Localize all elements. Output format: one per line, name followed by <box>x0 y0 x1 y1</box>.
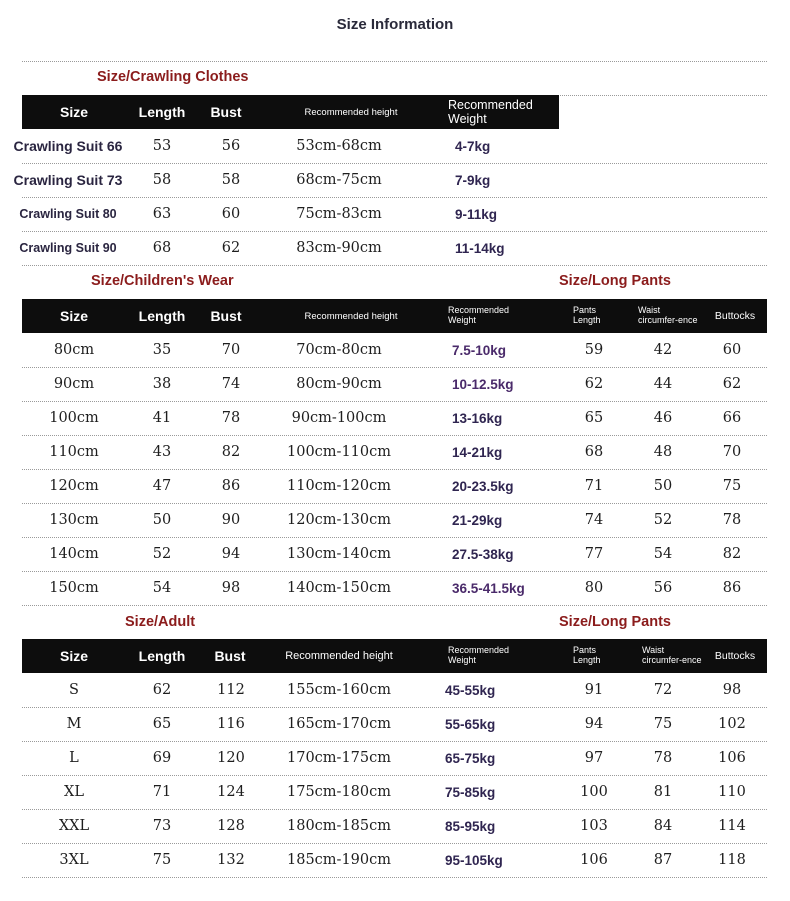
buttocks-cell: 102 <box>718 716 746 732</box>
length-cell: 43 <box>152 444 172 460</box>
bust-cell: 70 <box>221 342 241 358</box>
pants-length-cell: 62 <box>584 376 604 392</box>
size-cell: 130cm <box>49 512 99 528</box>
pants-length-cell: 59 <box>584 342 604 358</box>
size-cell: 110cm <box>49 444 99 460</box>
pants-length-cell: 74 <box>584 512 604 528</box>
waist-cell: 48 <box>653 444 673 460</box>
size-cell: L <box>69 750 79 766</box>
waist-cell: 46 <box>653 410 673 426</box>
height-cell: 75cm-83cm <box>296 206 382 222</box>
weight-cell: 75-85kg <box>445 784 496 800</box>
table-row <box>0 843 790 877</box>
header-bust: Bust <box>210 104 242 120</box>
buttocks-cell: 110 <box>718 784 746 800</box>
size-cell: Crawling Suit 80 <box>19 207 117 221</box>
height-cell: 110cm-120cm <box>287 478 391 494</box>
buttocks-cell: 82 <box>722 546 742 562</box>
length-cell: 50 <box>152 512 172 528</box>
buttocks-cell: 66 <box>722 410 742 426</box>
size-cell: 120cm <box>49 478 99 494</box>
table-row <box>0 741 790 775</box>
length-cell: 35 <box>152 342 172 358</box>
height-cell: 83cm-90cm <box>296 240 382 256</box>
bust-cell: 60 <box>221 206 241 222</box>
length-cell: 41 <box>152 410 172 426</box>
height-cell: 165cm-170cm <box>287 716 391 732</box>
waist-cell: 81 <box>653 784 673 800</box>
header-recommended-weight: Recommended Weight <box>448 645 510 665</box>
pants-length-cell: 100 <box>580 784 608 800</box>
table-row <box>0 469 790 503</box>
size-cell: XXL <box>58 818 90 834</box>
weight-cell: 95-105kg <box>445 852 503 868</box>
length-cell: 58 <box>152 172 172 188</box>
buttocks-cell: 86 <box>722 580 742 596</box>
header-pants-length: Pants Length <box>573 305 601 325</box>
row-divider <box>22 877 767 878</box>
page-title: Size Information <box>336 16 454 33</box>
length-cell: 65 <box>152 716 172 732</box>
weight-cell: 21-29kg <box>452 512 503 528</box>
height-cell: 90cm-100cm <box>291 410 387 426</box>
size-cell: 150cm <box>49 580 99 596</box>
weight-cell: 45-55kg <box>445 682 496 698</box>
pants-length-cell: 68 <box>584 444 604 460</box>
weight-cell: 7-9kg <box>455 172 491 188</box>
table-row <box>0 435 790 469</box>
table-row <box>0 809 790 843</box>
length-cell: 69 <box>152 750 172 766</box>
bust-cell: 128 <box>217 818 245 834</box>
bust-cell: 78 <box>221 410 241 426</box>
weight-cell: 11-14kg <box>455 240 505 256</box>
pants-length-cell: 94 <box>584 716 604 732</box>
length-cell: 53 <box>152 138 172 154</box>
bust-cell: 124 <box>217 784 245 800</box>
buttocks-cell: 106 <box>718 750 746 766</box>
pants-length-cell: 97 <box>584 750 604 766</box>
adult-pants-title: Size/Long Pants <box>559 614 671 630</box>
height-cell: 53cm-68cm <box>296 138 382 154</box>
waist-cell: 54 <box>653 546 673 562</box>
length-cell: 73 <box>152 818 172 834</box>
size-cell: XL <box>64 784 84 800</box>
table-row <box>0 333 790 367</box>
bust-cell: 132 <box>217 852 245 868</box>
pants-length-cell: 106 <box>580 852 608 868</box>
weight-cell: 7.5-10kg <box>452 342 507 358</box>
height-cell: 170cm-175cm <box>287 750 391 766</box>
waist-cell: 72 <box>653 682 673 698</box>
length-cell: 52 <box>152 546 172 562</box>
bust-cell: 86 <box>221 478 241 494</box>
header-length: Length <box>138 104 186 120</box>
waist-cell: 56 <box>653 580 673 596</box>
buttocks-cell: 118 <box>718 852 746 868</box>
header-waist: Waist circumfer-ence <box>638 305 698 325</box>
children-pants-title: Size/Long Pants <box>559 273 671 289</box>
weight-cell: 13-16kg <box>452 410 503 426</box>
pants-length-cell: 80 <box>584 580 604 596</box>
header-buttocks: Buttocks <box>714 650 756 662</box>
header-size: Size <box>59 104 88 120</box>
bust-cell: 74 <box>221 376 241 392</box>
bust-cell: 94 <box>221 546 241 562</box>
waist-cell: 84 <box>653 818 673 834</box>
length-cell: 38 <box>152 376 172 392</box>
table-row <box>0 163 790 197</box>
header-waist: Waist circumfer-ence <box>642 645 702 665</box>
waist-cell: 78 <box>653 750 673 766</box>
weight-cell: 36.5-41.5kg <box>452 580 525 596</box>
bust-cell: 98 <box>221 580 241 596</box>
waist-cell: 50 <box>653 478 673 494</box>
buttocks-cell: 60 <box>722 342 742 358</box>
table-row <box>0 537 790 571</box>
height-cell: 185cm-190cm <box>287 852 391 868</box>
bust-cell: 116 <box>217 716 245 732</box>
row-divider <box>22 605 767 606</box>
size-cell: Crawling Suit 73 <box>13 172 123 188</box>
size-cell: 90cm <box>53 376 95 392</box>
waist-cell: 87 <box>653 852 673 868</box>
adult-table-header <box>22 639 767 673</box>
header-recommended-weight: Recommended Weight <box>448 97 533 126</box>
height-cell: 180cm-185cm <box>287 818 391 834</box>
adult-section-title: Size/Adult <box>125 614 196 630</box>
length-cell: 47 <box>152 478 172 494</box>
buttocks-cell: 70 <box>722 444 742 460</box>
bust-cell: 120 <box>217 750 245 766</box>
weight-cell: 27.5-38kg <box>452 546 514 562</box>
weight-cell: 55-65kg <box>445 716 496 732</box>
waist-cell: 42 <box>653 342 673 358</box>
size-cell: 100cm <box>49 410 99 426</box>
crawling-section-title: Size/Crawling Clothes <box>97 69 249 85</box>
height-cell: 100cm-110cm <box>287 444 391 460</box>
pants-length-cell: 65 <box>584 410 604 426</box>
buttocks-cell: 75 <box>722 478 742 494</box>
bust-cell: 58 <box>221 172 241 188</box>
table-row <box>0 503 790 537</box>
bust-cell: 82 <box>221 444 241 460</box>
pants-length-cell: 77 <box>584 546 604 562</box>
header-length: Length <box>138 308 186 324</box>
height-cell: 175cm-180cm <box>287 784 391 800</box>
header-recommended-height: Recommended height <box>304 310 398 322</box>
height-cell: 68cm-75cm <box>296 172 382 188</box>
waist-cell: 75 <box>653 716 673 732</box>
length-cell: 75 <box>152 852 172 868</box>
size-cell: S <box>69 682 79 698</box>
waist-cell: 52 <box>653 512 673 528</box>
size-cell: 80cm <box>53 342 95 358</box>
height-cell: 130cm-140cm <box>287 546 391 562</box>
header-pants-length: Pants Length <box>573 645 601 665</box>
bust-cell: 112 <box>217 682 245 698</box>
header-recommended-weight: Recommended Weight <box>448 305 510 325</box>
header-length: Length <box>138 648 186 664</box>
header-recommended-height: Recommended height <box>304 106 398 118</box>
length-cell: 68 <box>152 240 172 256</box>
table-row <box>0 673 790 707</box>
size-cell: Crawling Suit 66 <box>13 138 123 154</box>
length-cell: 62 <box>152 682 172 698</box>
children-table-header <box>22 299 767 333</box>
weight-cell: 65-75kg <box>445 750 496 766</box>
height-cell: 80cm-90cm <box>296 376 382 392</box>
table-row <box>0 367 790 401</box>
table-row <box>0 707 790 741</box>
table-row <box>0 197 790 231</box>
buttocks-cell: 62 <box>722 376 742 392</box>
header-bust: Bust <box>214 648 246 664</box>
table-row <box>0 401 790 435</box>
size-cell: M <box>66 716 82 732</box>
length-cell: 63 <box>152 206 172 222</box>
size-cell: Crawling Suit 90 <box>19 241 117 255</box>
size-cell: 140cm <box>49 546 99 562</box>
buttocks-cell: 98 <box>722 682 742 698</box>
table-row <box>0 775 790 809</box>
header-bust: Bust <box>210 308 242 324</box>
pants-length-cell: 103 <box>580 818 608 834</box>
length-cell: 71 <box>152 784 172 800</box>
weight-cell: 85-95kg <box>445 818 496 834</box>
length-cell: 54 <box>152 580 172 596</box>
size-cell: 3XL <box>59 852 89 868</box>
height-cell: 140cm-150cm <box>287 580 391 596</box>
header-recommended-height: Recommended height <box>285 650 393 662</box>
pants-length-cell: 91 <box>584 682 604 698</box>
bust-cell: 90 <box>221 512 241 528</box>
table-row <box>0 231 790 265</box>
table-row <box>0 129 790 163</box>
weight-cell: 9-11kg <box>455 206 498 222</box>
weight-cell: 10-12.5kg <box>452 376 514 392</box>
weight-cell: 20-23.5kg <box>452 478 514 494</box>
header-size: Size <box>59 308 88 324</box>
table-row <box>0 571 790 605</box>
weight-cell: 14-21kg <box>452 444 503 460</box>
buttocks-cell: 114 <box>718 818 746 834</box>
bust-cell: 56 <box>221 138 241 154</box>
height-cell: 120cm-130cm <box>287 512 391 528</box>
header-size: Size <box>59 648 88 664</box>
height-cell: 70cm-80cm <box>296 342 382 358</box>
buttocks-cell: 78 <box>722 512 742 528</box>
weight-cell: 4-7kg <box>455 138 491 154</box>
header-buttocks: Buttocks <box>714 310 756 322</box>
divider <box>22 61 767 62</box>
bust-cell: 62 <box>221 240 241 256</box>
pants-length-cell: 71 <box>584 478 604 494</box>
crawling-table-header <box>22 95 559 129</box>
waist-cell: 44 <box>653 376 673 392</box>
row-divider <box>22 265 767 266</box>
height-cell: 155cm-160cm <box>287 682 391 698</box>
children-section-title: Size/Children's Wear <box>91 273 234 289</box>
